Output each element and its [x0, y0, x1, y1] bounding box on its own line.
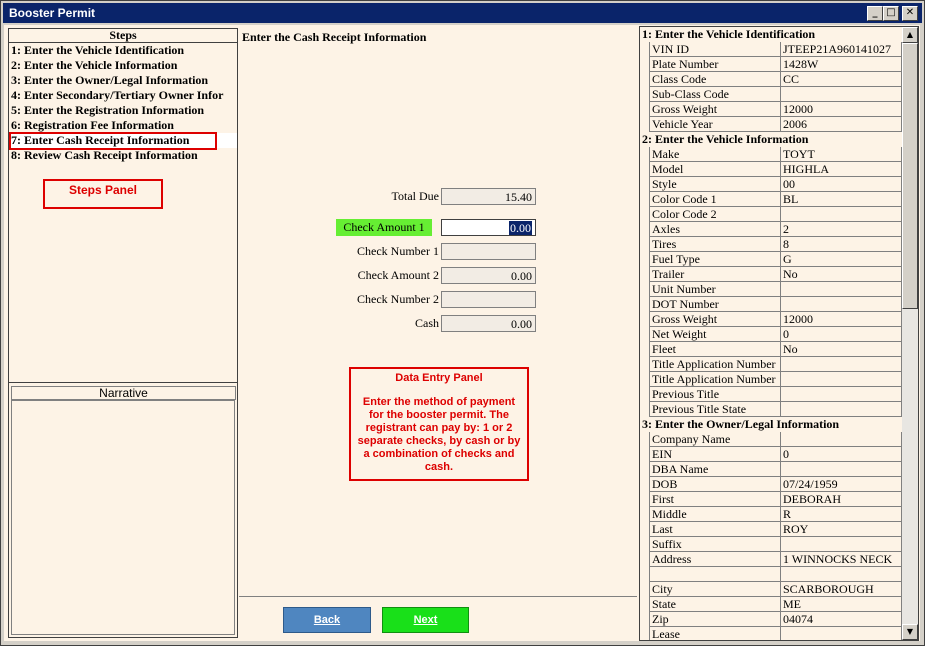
summary-key: Color Code 2	[649, 207, 780, 222]
summary-row	[640, 57, 902, 72]
vertical-scrollbar[interactable]	[902, 27, 918, 640]
summary-value: 07/24/1959	[780, 477, 902, 492]
steps-panel	[8, 28, 238, 383]
summary-row	[640, 387, 902, 402]
summary-row	[640, 342, 902, 357]
summary-value: CC	[780, 72, 902, 87]
total-due-field: 15.40	[441, 188, 536, 205]
summary-value	[780, 297, 902, 312]
summary-row	[640, 297, 902, 312]
summary-key: Address	[649, 552, 780, 567]
summary-key: Model	[649, 162, 780, 177]
summary-section-title: 3: Enter the Owner/Legal Information	[642, 417, 840, 431]
summary-row	[640, 432, 902, 447]
summary-row	[640, 357, 902, 372]
summary-key: Axles	[649, 222, 780, 237]
summary-value: 8	[780, 237, 902, 252]
summary-key: Vehicle Year	[649, 117, 780, 132]
data-entry-panel	[239, 28, 637, 638]
step-item[interactable]: 2: Enter the Vehicle Information	[11, 58, 178, 72]
step-item[interactable]: 8: Review Cash Receipt Information	[11, 148, 198, 162]
summary-key: Unit Number	[649, 282, 780, 297]
summary-panel	[639, 26, 919, 641]
summary-key: Title Application Number	[649, 372, 780, 387]
summary-value: No	[780, 267, 902, 282]
summary-row	[640, 582, 902, 597]
summary-value: 2006	[780, 117, 902, 132]
summary-row	[640, 252, 902, 267]
summary-key: Gross Weight	[649, 312, 780, 327]
summary-value	[780, 627, 902, 641]
summary-value: No	[780, 342, 902, 357]
summary-key: Suffix	[649, 537, 780, 552]
summary-key: Zip	[649, 612, 780, 627]
summary-row	[640, 102, 902, 117]
summary-key: Trailer	[649, 267, 780, 282]
check-amount-1-value: 0.00	[510, 221, 531, 235]
summary-value	[780, 282, 902, 297]
summary-row	[640, 567, 902, 582]
summary-row	[640, 267, 902, 282]
summary-value	[780, 567, 902, 582]
summary-row	[640, 42, 902, 57]
check-number-2-field[interactable]	[441, 291, 536, 308]
scroll-up-button[interactable]: ▲	[902, 27, 918, 43]
step-item[interactable]: 6: Registration Fee Information	[11, 118, 174, 132]
summary-value: 1428W	[780, 57, 902, 72]
summary-row	[640, 522, 902, 537]
maximize-button[interactable]: □	[883, 6, 899, 21]
scroll-down-button[interactable]: ▼	[902, 624, 918, 640]
summary-key: Previous Title	[649, 387, 780, 402]
steps-panel-callout: Steps Panel	[43, 179, 163, 209]
summary-value: 04074	[780, 612, 902, 627]
summary-key: Style	[649, 177, 780, 192]
narrative-panel	[8, 382, 238, 638]
summary-value: HIGHLA	[780, 162, 902, 177]
summary-row	[640, 507, 902, 522]
summary-key: Plate Number	[649, 57, 780, 72]
check-number-1-label: Check Number 1	[357, 244, 439, 258]
summary-value	[780, 207, 902, 222]
summary-key: Sub-Class Code	[649, 87, 780, 102]
minimize-button[interactable]: _	[867, 6, 883, 21]
close-button[interactable]: ✕	[902, 6, 918, 21]
summary-key: DBA Name	[649, 462, 780, 477]
summary-key: Company Name	[649, 432, 780, 447]
narrative-text-area[interactable]	[11, 400, 235, 635]
summary-table	[640, 27, 902, 641]
summary-value	[780, 432, 902, 447]
summary-value	[780, 357, 902, 372]
summary-key: EIN	[649, 447, 780, 462]
summary-row	[640, 282, 902, 297]
next-button[interactable]: Next	[382, 607, 469, 633]
summary-value: TOYT	[780, 147, 902, 162]
summary-key: Previous Title State	[649, 402, 780, 417]
summary-key: City	[649, 582, 780, 597]
check-amount-1-label: Check Amount 1	[336, 219, 432, 236]
summary-key: Fleet	[649, 342, 780, 357]
summary-key: DOB	[649, 477, 780, 492]
summary-key: Lease	[649, 627, 780, 641]
cash-label: Cash	[415, 316, 439, 330]
window-title: Booster Permit	[9, 6, 96, 20]
summary-value	[780, 387, 902, 402]
summary-key: Net Weight	[649, 327, 780, 342]
check-number-1-field[interactable]	[441, 243, 536, 260]
summary-value: G	[780, 252, 902, 267]
summary-row	[640, 237, 902, 252]
data-entry-callout-title: Data Entry Panel	[395, 372, 483, 384]
summary-row	[640, 492, 902, 507]
summary-value: ME	[780, 597, 902, 612]
entry-title: Enter the Cash Receipt Information	[242, 30, 427, 44]
check-amount-2-field[interactable]: 0.00	[441, 267, 536, 284]
summary-row	[640, 147, 902, 162]
summary-value: BL	[780, 192, 902, 207]
step-item[interactable]: 1: Enter the Vehicle Identification	[11, 43, 185, 57]
summary-value: SCARBOROUGH	[780, 582, 902, 597]
summary-value: 00	[780, 177, 902, 192]
summary-row	[640, 612, 902, 627]
summary-value	[780, 87, 902, 102]
button-bar	[239, 596, 637, 639]
narrative-header: Narrative	[11, 386, 236, 400]
check-number-2-label: Check Number 2	[357, 292, 439, 306]
summary-value: 0	[780, 327, 902, 342]
check-amount-1-field[interactable]	[441, 219, 536, 236]
client-area	[4, 25, 920, 641]
summary-row	[640, 192, 902, 207]
summary-key: First	[649, 492, 780, 507]
summary-key: State	[649, 597, 780, 612]
active-step-highlight	[9, 132, 217, 150]
summary-row	[640, 402, 902, 417]
summary-row	[640, 162, 902, 177]
back-button[interactable]: Back	[283, 607, 371, 633]
steps-header: Steps	[9, 29, 237, 43]
summary-row	[640, 597, 902, 612]
summary-value: JTEEP21A960141027	[780, 42, 902, 57]
summary-row	[640, 222, 902, 237]
summary-section-title: 2: Enter the Vehicle Information	[642, 132, 809, 146]
summary-value	[780, 372, 902, 387]
step-item[interactable]: 5: Enter the Registration Information	[11, 103, 205, 117]
summary-value: 1 WINNOCKS NECK	[780, 552, 902, 567]
summary-row	[640, 177, 902, 192]
summary-value: ROY	[780, 522, 902, 537]
summary-section-title: 1: Enter the Vehicle Identification	[642, 27, 816, 41]
summary-value: 12000	[780, 312, 902, 327]
summary-key: Class Code	[649, 72, 780, 87]
summary-row	[640, 207, 902, 222]
summary-value	[780, 462, 902, 477]
summary-key: Last	[649, 522, 780, 537]
summary-key: Gross Weight	[649, 102, 780, 117]
step-item[interactable]: 3: Enter the Owner/Legal Information	[11, 73, 209, 87]
summary-value	[780, 402, 902, 417]
summary-key: VIN ID	[649, 42, 780, 57]
check-amount-2-label: Check Amount 2	[357, 268, 439, 282]
summary-value	[780, 537, 902, 552]
summary-row	[640, 537, 902, 552]
summary-row	[640, 447, 902, 462]
data-entry-callout	[349, 367, 529, 481]
summary-row	[640, 72, 902, 87]
summary-key: Fuel Type	[649, 252, 780, 267]
summary-key	[649, 567, 780, 582]
summary-row	[640, 552, 902, 567]
summary-row	[640, 87, 902, 102]
summary-key: Tires	[649, 237, 780, 252]
summary-value: 12000	[780, 102, 902, 117]
summary-value: DEBORAH	[780, 492, 902, 507]
cash-field[interactable]: 0.00	[441, 315, 536, 332]
summary-value: 0	[780, 447, 902, 462]
summary-key: Color Code 1	[649, 192, 780, 207]
title-bar	[3, 3, 922, 23]
step-item[interactable]: 7: Enter Cash Receipt Information	[9, 133, 237, 148]
summary-row	[640, 117, 902, 132]
summary-value: R	[780, 507, 902, 522]
summary-key: Middle	[649, 507, 780, 522]
summary-key: DOT Number	[649, 297, 780, 312]
summary-row	[640, 462, 902, 477]
summary-row	[640, 312, 902, 327]
scroll-thumb[interactable]	[902, 43, 918, 309]
summary-key: Title Application Number	[649, 357, 780, 372]
summary-row	[640, 477, 902, 492]
summary-key: Make	[649, 147, 780, 162]
data-entry-callout-body: Enter the method of payment for the booster permit. The registrant can pay by: 1 or 2 separate checks, by cash or by a combination of checks and cash.	[357, 396, 521, 473]
total-due-label: Total Due	[391, 189, 439, 203]
summary-value: 2	[780, 222, 902, 237]
summary-row	[640, 372, 902, 387]
step-item[interactable]: 4: Enter Secondary/Tertiary Owner Infor	[11, 88, 224, 102]
summary-row	[640, 627, 902, 641]
summary-row	[640, 327, 902, 342]
